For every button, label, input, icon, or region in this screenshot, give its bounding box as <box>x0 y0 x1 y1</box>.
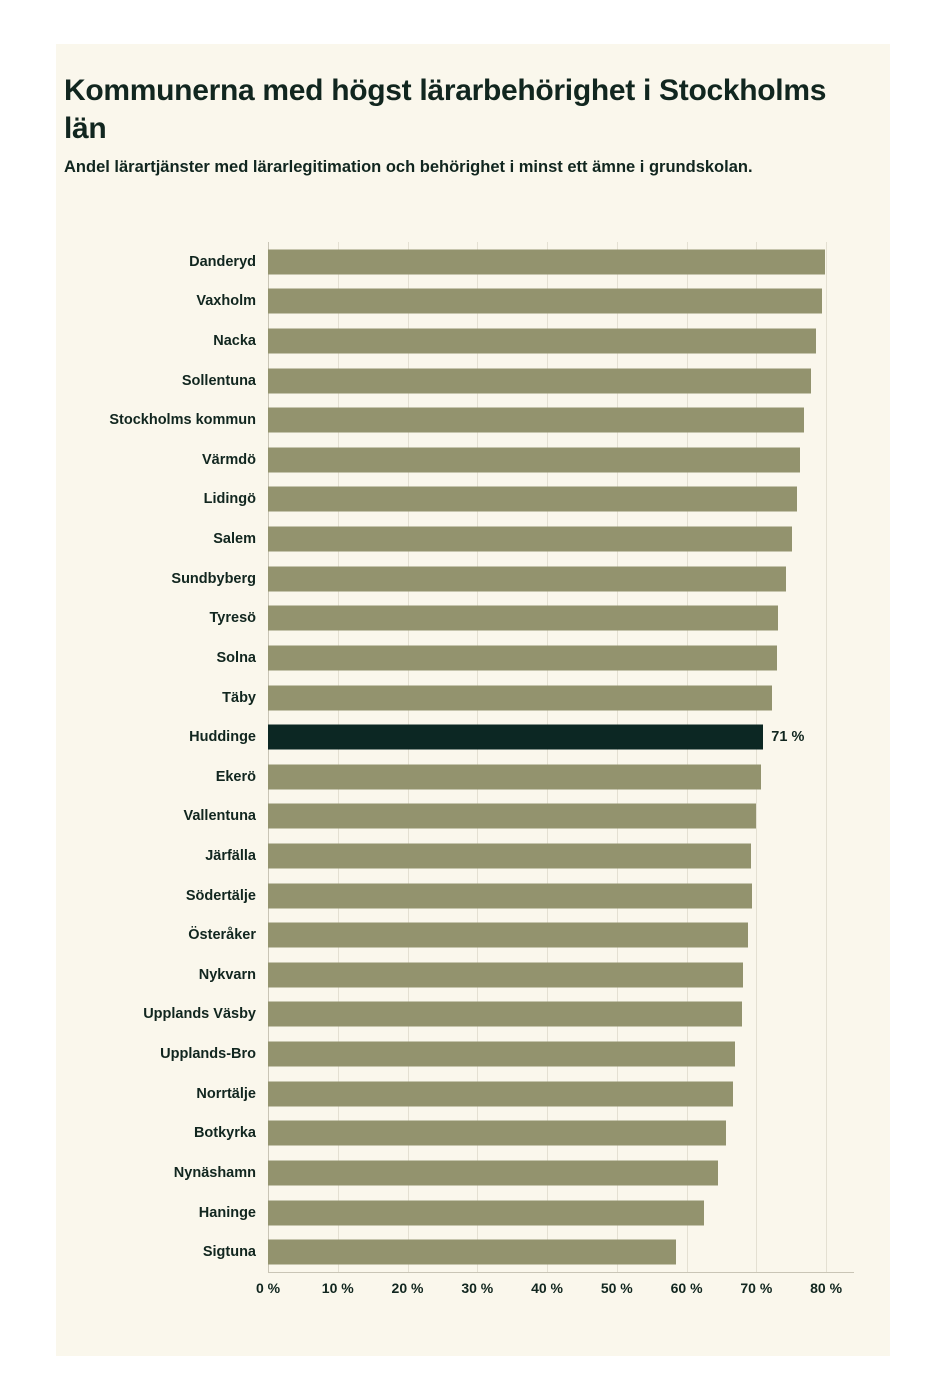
x-tick-label: 20 % <box>391 1280 424 1296</box>
bar-row <box>183 797 854 837</box>
bar <box>268 408 804 433</box>
x-tick-label: 30 % <box>461 1280 494 1296</box>
bar-row <box>188 915 854 955</box>
x-tick-label: 10 % <box>321 1280 354 1296</box>
bar <box>268 249 825 274</box>
bar <box>268 606 778 631</box>
bar-label: Sigtuna <box>202 1244 256 1261</box>
bar-row <box>216 638 854 678</box>
bar <box>268 368 811 393</box>
bar-label: Botkyrka <box>193 1125 256 1142</box>
bar <box>268 487 797 512</box>
bar-rows <box>109 242 854 1272</box>
bar-chart <box>56 234 890 1324</box>
bar-row <box>196 1074 854 1114</box>
bar-label: Sollentuna <box>181 372 256 389</box>
bar-row <box>203 480 854 520</box>
bar <box>268 527 792 552</box>
bar-row <box>189 242 854 282</box>
bar-row <box>209 599 854 639</box>
bar-label: Norrtälje <box>196 1085 256 1102</box>
bar-label: Nykvarn <box>198 966 256 983</box>
bar-row <box>205 836 854 876</box>
bar-label: Nacka <box>213 333 256 350</box>
bar <box>268 1240 676 1265</box>
bar <box>268 883 752 908</box>
bar-row <box>143 995 854 1035</box>
x-tick-label: 70 % <box>740 1280 773 1296</box>
bar <box>268 1160 718 1185</box>
bar-label: Järfälla <box>205 848 256 865</box>
bar-row <box>202 440 854 480</box>
bar-label: Stockholms kommun <box>109 412 256 429</box>
bar-row <box>109 400 854 440</box>
bar-label: Södertälje <box>185 887 256 904</box>
bar <box>268 725 763 750</box>
bar-label: Huddinge <box>189 729 256 746</box>
bar-label: Ekerö <box>215 768 256 785</box>
bar-row <box>181 361 854 401</box>
bar-label: Upplands Väsby <box>143 1006 256 1023</box>
axis-baseline <box>268 1272 854 1273</box>
bar-row <box>193 1114 854 1154</box>
bar-label: Salem <box>213 531 256 548</box>
bar <box>268 764 761 789</box>
bar-row <box>213 321 854 361</box>
bar-label: Haninge <box>198 1204 256 1221</box>
bar-row <box>196 282 854 322</box>
bar <box>268 1200 704 1225</box>
plot-area <box>109 242 854 1272</box>
bar <box>268 1081 733 1106</box>
x-tick-label: 80 % <box>810 1280 843 1296</box>
bar <box>268 844 751 869</box>
bar-row <box>222 678 854 718</box>
bar <box>268 804 756 829</box>
bar-row <box>202 1232 854 1272</box>
bar <box>268 962 743 987</box>
bar-row <box>198 955 854 995</box>
bar-label: Täby <box>222 689 256 706</box>
bar-label: Upplands-Bro <box>160 1046 256 1063</box>
bar-label: Värmdö <box>202 451 256 468</box>
bar <box>268 329 816 354</box>
x-tick-label: 50 % <box>600 1280 633 1296</box>
bar-label: Tyresö <box>209 610 256 627</box>
bar <box>268 645 777 670</box>
bar-row <box>185 876 854 916</box>
bar-label: Österåker <box>188 927 256 944</box>
x-axis <box>255 1272 854 1312</box>
bar <box>268 685 772 710</box>
bar-label: Nynäshamn <box>173 1164 256 1181</box>
bar-row <box>173 1153 854 1193</box>
page-title: Kommunerna med högst lärarbehörighet i Stockholms län <box>64 74 827 146</box>
bar-row <box>198 1193 854 1233</box>
bar <box>268 923 748 948</box>
bar <box>268 447 800 472</box>
bar-row <box>215 757 854 797</box>
bar <box>268 566 786 591</box>
x-tick-label: 0 % <box>255 1280 281 1296</box>
bar-row <box>171 559 854 599</box>
bar <box>268 1121 726 1146</box>
bar <box>268 1042 735 1067</box>
x-tick-label: 60 % <box>670 1280 703 1296</box>
page-subtitle: Andel lärartjänster med lärarlegitimation och behörighet i minst ett ämne i grundskolan. <box>64 158 753 176</box>
bar-row <box>189 717 854 757</box>
x-tick-label: 40 % <box>531 1280 564 1296</box>
bar-label: Vaxholm <box>196 293 256 310</box>
bar <box>268 289 822 314</box>
bar-label: Danderyd <box>189 253 256 270</box>
bar <box>268 1002 742 1027</box>
chart-card <box>56 44 890 1356</box>
bar-value-label: 71 % <box>771 729 805 746</box>
bar-label: Sundbyberg <box>171 570 256 587</box>
bar-row <box>213 519 854 559</box>
bar-label: Vallentuna <box>183 808 256 825</box>
bar-label: Solna <box>216 649 256 666</box>
bar-label: Lidingö <box>203 491 256 508</box>
bar-row <box>160 1034 854 1074</box>
